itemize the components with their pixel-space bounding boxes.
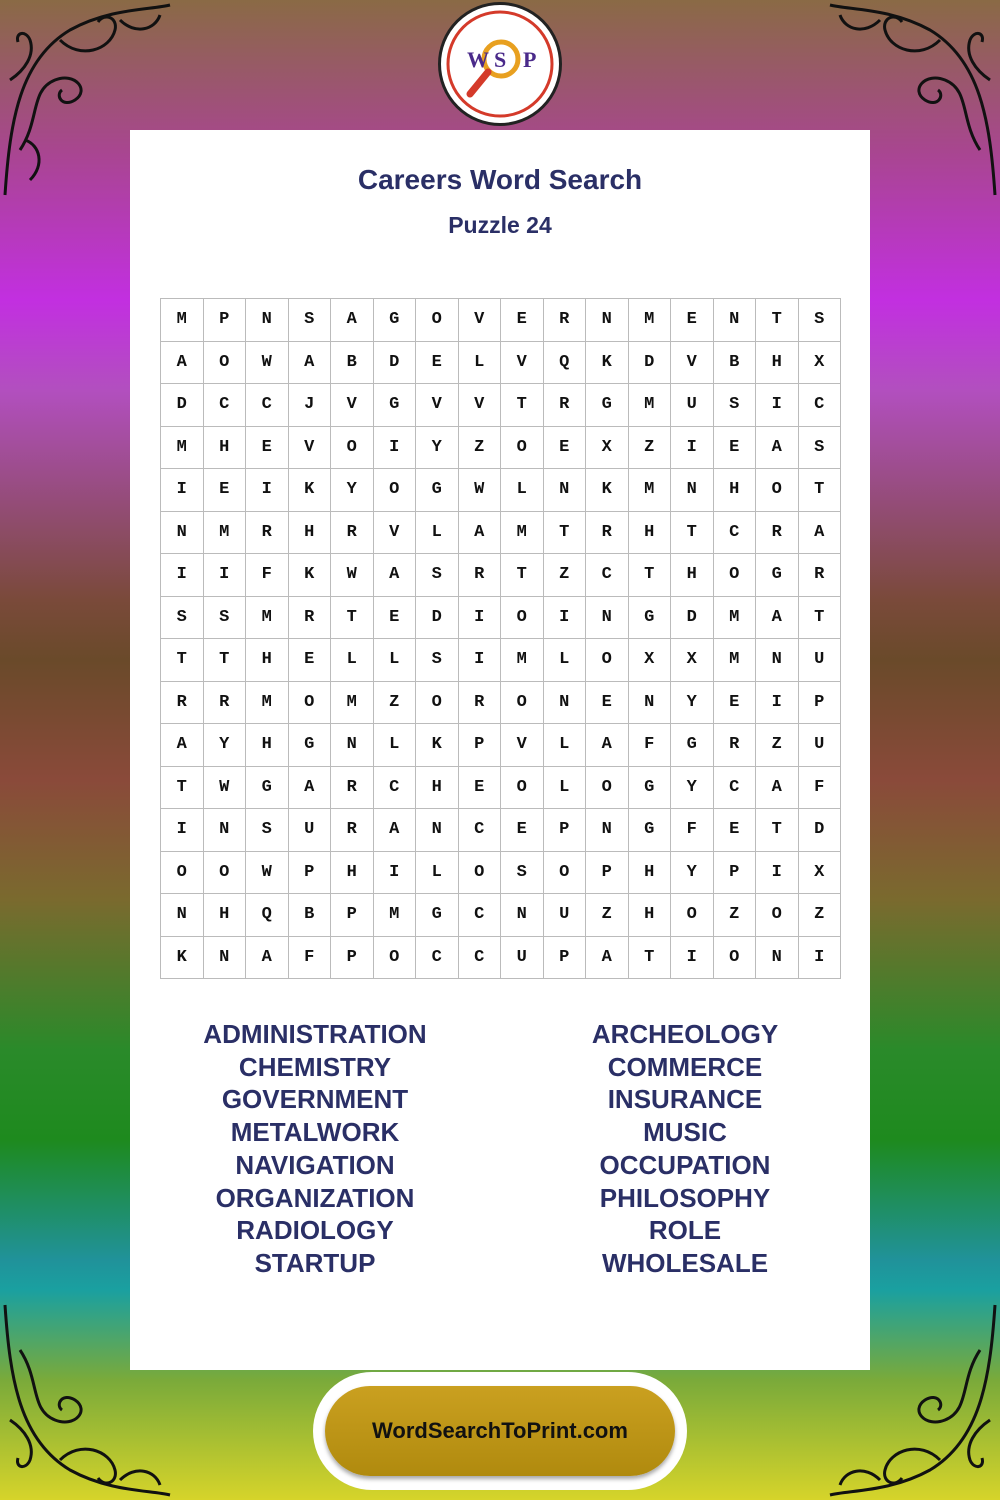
grid-cell[interactable]: D (374, 342, 417, 385)
grid-cell[interactable]: U (544, 894, 587, 937)
grid-cell[interactable]: I (204, 554, 247, 597)
grid-cell[interactable]: Z (629, 427, 672, 470)
grid-cell[interactable]: R (714, 724, 757, 767)
grid-cell[interactable]: Z (544, 554, 587, 597)
grid-cell[interactable]: H (756, 342, 799, 385)
grid-cell[interactable]: Z (586, 894, 629, 937)
grid-cell[interactable]: R (331, 767, 374, 810)
page-title: Careers Word Search (357, 164, 643, 195)
magnifier-icon (445, 9, 555, 119)
grid-cell[interactable]: O (501, 767, 544, 810)
grid-cell[interactable]: D (671, 597, 714, 640)
grid-cell[interactable]: E (586, 682, 629, 725)
grid-cell[interactable]: I (459, 597, 502, 640)
grid-cell[interactable]: M (629, 384, 672, 427)
grid-cell[interactable]: M (246, 597, 289, 640)
grid-cell[interactable]: I (161, 469, 204, 512)
grid-cell[interactable]: P (544, 809, 587, 852)
grid-cell[interactable]: T (501, 384, 544, 427)
grid-cell[interactable]: L (416, 512, 459, 555)
grid-cell[interactable]: K (586, 342, 629, 385)
grid-cell[interactable]: C (799, 384, 842, 427)
grid-cell[interactable]: L (416, 852, 459, 895)
grid-cell[interactable]: E (714, 427, 757, 470)
grid-cell[interactable]: Y (204, 724, 247, 767)
grid-cell[interactable]: S (416, 639, 459, 682)
grid-cell[interactable]: E (714, 809, 757, 852)
grid-cell[interactable]: S (799, 299, 842, 342)
grid-cell[interactable]: A (459, 512, 502, 555)
puzzle-number: Puzzle 24 (448, 212, 552, 238)
word-item: GOVERNMENT (221, 1084, 409, 1115)
grid-cell[interactable]: O (374, 469, 417, 512)
grid-cell[interactable]: H (416, 767, 459, 810)
grid-cell[interactable]: S (714, 384, 757, 427)
grid-cell[interactable]: A (374, 809, 417, 852)
grid-cell[interactable]: S (246, 809, 289, 852)
grid-cell[interactable]: O (204, 852, 247, 895)
grid-cell[interactable]: V (416, 384, 459, 427)
grid-cell[interactable]: S (501, 852, 544, 895)
grid-cell[interactable]: U (289, 809, 332, 852)
grid-cell[interactable]: Z (756, 724, 799, 767)
grid-cell[interactable]: F (289, 937, 332, 980)
grid-cell[interactable]: S (204, 597, 247, 640)
grid-cell[interactable]: X (671, 639, 714, 682)
grid-cell[interactable]: V (331, 384, 374, 427)
grid-cell[interactable]: M (714, 597, 757, 640)
word-item: STARTUP (254, 1247, 376, 1278)
grid-cell[interactable]: O (501, 427, 544, 470)
wsp-logo[interactable] (438, 2, 562, 126)
grid-cell[interactable]: C (374, 767, 417, 810)
grid-cell[interactable]: M (204, 512, 247, 555)
word-item: ROLE (648, 1215, 722, 1246)
grid-cell[interactable]: R (756, 512, 799, 555)
grid-cell[interactable]: P (204, 299, 247, 342)
grid-cell[interactable]: G (289, 724, 332, 767)
grid-cell[interactable]: X (799, 342, 842, 385)
grid-cell[interactable]: O (289, 682, 332, 725)
grid-cell[interactable]: M (374, 894, 417, 937)
grid-cell[interactable]: N (204, 937, 247, 980)
grid-cell[interactable]: O (586, 639, 629, 682)
grid-cell[interactable]: G (629, 597, 672, 640)
grid-cell[interactable]: K (289, 469, 332, 512)
grid-cell[interactable]: W (459, 469, 502, 512)
grid-cell[interactable]: C (416, 937, 459, 980)
grid-cell[interactable]: G (671, 724, 714, 767)
grid-cell[interactable]: I (671, 937, 714, 980)
grid-cell[interactable]: N (586, 299, 629, 342)
grid-cell[interactable]: R (544, 384, 587, 427)
grid-cell[interactable]: O (544, 852, 587, 895)
grid-cell[interactable]: P (459, 724, 502, 767)
grid-cell[interactable]: M (629, 299, 672, 342)
grid-cell[interactable]: X (799, 852, 842, 895)
word-item: METALWORK (230, 1117, 400, 1148)
grid-cell[interactable]: P (331, 894, 374, 937)
grid-cell[interactable]: A (289, 342, 332, 385)
grid-cell[interactable]: C (714, 767, 757, 810)
grid-cell[interactable]: P (289, 852, 332, 895)
grid-cell[interactable]: R (246, 512, 289, 555)
grid-cell[interactable]: M (629, 469, 672, 512)
grid-cell[interactable]: M (161, 427, 204, 470)
grid-cell[interactable]: B (714, 342, 757, 385)
grid-cell[interactable]: H (246, 639, 289, 682)
grid-cell[interactable]: B (289, 894, 332, 937)
grid-cell[interactable]: N (501, 894, 544, 937)
grid-cell[interactable]: G (416, 469, 459, 512)
word-item: PHILOSOPHY (599, 1182, 771, 1213)
grid-cell[interactable]: W (204, 767, 247, 810)
grid-cell[interactable]: T (204, 639, 247, 682)
word-item: COMMERCE (607, 1051, 763, 1082)
grid-cell[interactable]: I (374, 427, 417, 470)
grid-cell[interactable]: V (501, 342, 544, 385)
site-link[interactable]: WordSearchToPrint.com (325, 1386, 675, 1476)
grid-cell[interactable]: H (246, 724, 289, 767)
grid-cell[interactable]: H (714, 469, 757, 512)
grid-cell[interactable]: W (246, 342, 289, 385)
letter-grid[interactable] (160, 298, 841, 979)
word-list-left (130, 1018, 500, 1280)
grid-cell[interactable]: E (374, 597, 417, 640)
grid-cell[interactable]: P (586, 852, 629, 895)
grid-cell[interactable]: Y (331, 469, 374, 512)
grid-cell[interactable]: L (331, 639, 374, 682)
grid-cell[interactable]: N (544, 469, 587, 512)
grid-cell[interactable]: D (161, 384, 204, 427)
grid-cell[interactable]: V (459, 299, 502, 342)
grid-cell[interactable]: G (246, 767, 289, 810)
grid-cell[interactable]: A (586, 937, 629, 980)
grid-cell[interactable]: N (714, 299, 757, 342)
logo-letter: P (523, 47, 537, 72)
grid-cell[interactable]: I (756, 682, 799, 725)
grid-cell[interactable]: U (501, 937, 544, 980)
grid-cell[interactable]: N (756, 639, 799, 682)
grid-cell[interactable]: F (629, 724, 672, 767)
grid-cell[interactable]: L (544, 639, 587, 682)
grid-cell[interactable]: O (416, 682, 459, 725)
grid-cell[interactable]: P (331, 937, 374, 980)
grid-cell[interactable]: I (671, 427, 714, 470)
grid-cell[interactable]: I (544, 597, 587, 640)
grid-cell[interactable]: O (416, 299, 459, 342)
grid-cell[interactable]: B (331, 342, 374, 385)
grid-cell[interactable]: V (459, 384, 502, 427)
grid-cell[interactable]: E (714, 682, 757, 725)
grid-cell[interactable]: K (289, 554, 332, 597)
grid-cell[interactable]: R (799, 554, 842, 597)
grid-cell[interactable]: N (161, 894, 204, 937)
grid-cell[interactable]: H (204, 894, 247, 937)
grid-cell[interactable]: L (501, 469, 544, 512)
grid-cell[interactable]: O (586, 767, 629, 810)
grid-cell[interactable]: O (756, 469, 799, 512)
grid-cell[interactable]: O (671, 894, 714, 937)
grid-cell[interactable]: T (501, 554, 544, 597)
grid-cell[interactable]: I (756, 384, 799, 427)
grid-cell[interactable]: N (756, 937, 799, 980)
grid-cell[interactable]: V (374, 512, 417, 555)
grid-cell[interactable]: C (714, 512, 757, 555)
grid-cell[interactable]: I (161, 809, 204, 852)
grid-cell[interactable]: E (671, 299, 714, 342)
grid-cell[interactable]: H (289, 512, 332, 555)
grid-cell[interactable]: T (799, 469, 842, 512)
grid-cell[interactable]: H (671, 554, 714, 597)
logo-letter: S (494, 47, 507, 72)
grid-cell[interactable]: L (374, 639, 417, 682)
grid-cell[interactable]: C (459, 809, 502, 852)
grid-cell[interactable]: A (246, 937, 289, 980)
grid-cell[interactable]: Z (374, 682, 417, 725)
grid-cell[interactable]: N (204, 809, 247, 852)
grid-cell[interactable]: A (331, 299, 374, 342)
grid-cell[interactable]: I (246, 469, 289, 512)
word-item: WHOLESALE (601, 1247, 769, 1278)
grid-cell[interactable]: N (544, 682, 587, 725)
grid-cell[interactable]: H (629, 512, 672, 555)
word-item: ADMINISTRATION (203, 1019, 427, 1049)
grid-cell[interactable]: Z (714, 894, 757, 937)
grid-cell[interactable]: T (756, 299, 799, 342)
grid-cell[interactable]: R (586, 512, 629, 555)
grid-cell[interactable]: R (459, 554, 502, 597)
grid-cell[interactable]: K (161, 937, 204, 980)
word-item: NAVIGATION (235, 1149, 395, 1180)
grid-cell[interactable]: M (501, 512, 544, 555)
grid-cell[interactable]: G (374, 384, 417, 427)
grid-cell[interactable]: T (161, 767, 204, 810)
grid-cell[interactable]: T (629, 937, 672, 980)
grid-cell[interactable]: A (161, 342, 204, 385)
word-item: INSURANCE (607, 1084, 763, 1115)
grid-cell[interactable]: R (459, 682, 502, 725)
grid-cell[interactable]: U (671, 384, 714, 427)
grid-cell[interactable]: U (799, 639, 842, 682)
grid-cell[interactable]: H (204, 427, 247, 470)
word-item: ORGANIZATION (215, 1182, 415, 1213)
grid-cell[interactable]: I (459, 639, 502, 682)
grid-cell[interactable]: N (629, 682, 672, 725)
grid-cell[interactable]: T (331, 597, 374, 640)
grid-cell[interactable]: T (161, 639, 204, 682)
grid-cell[interactable]: M (331, 682, 374, 725)
grid-cell[interactable]: F (246, 554, 289, 597)
grid-cell[interactable]: E (501, 299, 544, 342)
grid-cell[interactable]: T (544, 512, 587, 555)
grid-cell[interactable]: M (246, 682, 289, 725)
grid-cell[interactable]: N (586, 597, 629, 640)
word-item: CHEMISTRY (238, 1051, 392, 1082)
grid-cell[interactable]: P (799, 682, 842, 725)
word-item: RADIOLOGY (236, 1215, 394, 1246)
grid-cell[interactable]: W (246, 852, 289, 895)
grid-cell[interactable]: X (629, 639, 672, 682)
grid-cell[interactable]: R (331, 809, 374, 852)
word-list-right (500, 1018, 870, 1280)
grid-cell[interactable]: Q (246, 894, 289, 937)
grid-cell[interactable]: Y (671, 852, 714, 895)
grid-cell[interactable]: O (501, 597, 544, 640)
grid-cell[interactable]: G (629, 809, 672, 852)
grid-cell[interactable]: E (544, 427, 587, 470)
grid-cell[interactable]: A (289, 767, 332, 810)
grid-cell[interactable]: E (204, 469, 247, 512)
grid-cell[interactable]: A (161, 724, 204, 767)
grid-cell[interactable]: V (501, 724, 544, 767)
grid-cell[interactable]: M (501, 639, 544, 682)
grid-cell[interactable]: Z (799, 894, 842, 937)
grid-cell[interactable]: N (586, 809, 629, 852)
grid-cell[interactable]: N (416, 809, 459, 852)
grid-cell[interactable]: Y (671, 682, 714, 725)
word-item: OCCUPATION (599, 1149, 771, 1180)
grid-cell[interactable]: R (289, 597, 332, 640)
grid-cell[interactable]: E (246, 427, 289, 470)
grid-cell[interactable]: U (799, 724, 842, 767)
grid-cell[interactable]: N (331, 724, 374, 767)
grid-cell[interactable]: C (204, 384, 247, 427)
grid-cell[interactable]: C (586, 554, 629, 597)
grid-cell[interactable]: F (671, 809, 714, 852)
grid-cell[interactable]: A (374, 554, 417, 597)
logo-letter: W (467, 47, 489, 72)
grid-cell[interactable]: O (161, 852, 204, 895)
grid-cell[interactable]: A (756, 767, 799, 810)
grid-cell[interactable]: C (459, 937, 502, 980)
grid-cell[interactable]: R (331, 512, 374, 555)
grid-cell[interactable]: L (544, 767, 587, 810)
grid-cell[interactable]: S (416, 554, 459, 597)
grid-cell[interactable]: S (161, 597, 204, 640)
grid-cell[interactable]: G (374, 299, 417, 342)
grid-cell[interactable]: D (416, 597, 459, 640)
grid-cell[interactable]: N (161, 512, 204, 555)
grid-cell[interactable]: C (246, 384, 289, 427)
grid-cell[interactable]: T (671, 512, 714, 555)
grid-cell[interactable]: V (289, 427, 332, 470)
grid-cell[interactable]: A (756, 427, 799, 470)
grid-cell[interactable]: C (459, 894, 502, 937)
grid-cell[interactable]: O (459, 852, 502, 895)
grid-cell[interactable]: I (756, 852, 799, 895)
grid-cell[interactable]: R (544, 299, 587, 342)
grid-cell[interactable]: M (161, 299, 204, 342)
puzzle-card (130, 130, 870, 1370)
grid-cell[interactable]: D (799, 809, 842, 852)
grid-cell[interactable]: H (629, 894, 672, 937)
grid-cell[interactable]: S (799, 427, 842, 470)
word-item: ARCHEOLOGY (591, 1019, 779, 1049)
grid-cell[interactable]: I (161, 554, 204, 597)
grid-cell[interactable]: H (629, 852, 672, 895)
grid-cell[interactable]: H (331, 852, 374, 895)
grid-cell[interactable]: N (246, 299, 289, 342)
grid-cell[interactable]: K (416, 724, 459, 767)
grid-cell[interactable]: A (799, 512, 842, 555)
grid-cell[interactable]: G (629, 767, 672, 810)
grid-cell[interactable]: R (204, 682, 247, 725)
grid-cell[interactable]: I (374, 852, 417, 895)
grid-cell[interactable]: P (544, 937, 587, 980)
grid-cell[interactable]: V (671, 342, 714, 385)
grid-cell[interactable]: G (586, 384, 629, 427)
grid-cell[interactable]: O (714, 937, 757, 980)
grid-cell[interactable]: N (671, 469, 714, 512)
grid-cell[interactable]: L (374, 724, 417, 767)
grid-cell[interactable]: W (331, 554, 374, 597)
grid-cell[interactable]: Y (671, 767, 714, 810)
word-list (130, 1018, 870, 1280)
grid-cell[interactable]: O (501, 682, 544, 725)
grid-cell[interactable]: Y (416, 427, 459, 470)
grid-cell[interactable]: G (756, 554, 799, 597)
grid-cell[interactable]: O (714, 554, 757, 597)
grid-cell[interactable]: I (799, 937, 842, 980)
grid-cell[interactable]: Z (459, 427, 502, 470)
grid-cell[interactable]: A (586, 724, 629, 767)
grid-cell[interactable]: A (756, 597, 799, 640)
grid-cell[interactable]: O (204, 342, 247, 385)
grid-cell[interactable]: E (459, 767, 502, 810)
grid-cell[interactable]: D (629, 342, 672, 385)
word-item: MUSIC (643, 1117, 727, 1148)
grid-cell[interactable]: T (799, 597, 842, 640)
grid-cell[interactable]: G (416, 894, 459, 937)
grid-cell[interactable]: F (799, 767, 842, 810)
grid-cell[interactable]: Q (544, 342, 587, 385)
grid-cell[interactable]: L (459, 342, 502, 385)
grid-cell[interactable]: O (331, 427, 374, 470)
grid-cell[interactable]: S (289, 299, 332, 342)
grid-cell[interactable]: T (629, 554, 672, 597)
grid-cell[interactable]: O (756, 894, 799, 937)
grid-cell[interactable]: K (586, 469, 629, 512)
grid-cell[interactable]: L (544, 724, 587, 767)
grid-cell[interactable]: T (756, 809, 799, 852)
grid-cell[interactable]: R (161, 682, 204, 725)
grid-cell[interactable]: E (416, 342, 459, 385)
grid-cell[interactable]: X (586, 427, 629, 470)
grid-cell[interactable]: M (714, 639, 757, 682)
grid-cell[interactable]: E (289, 639, 332, 682)
grid-cell[interactable]: J (289, 384, 332, 427)
grid-cell[interactable]: O (374, 937, 417, 980)
footer-badge (313, 1372, 687, 1490)
grid-cell[interactable]: P (714, 852, 757, 895)
grid-cell[interactable]: E (501, 809, 544, 852)
